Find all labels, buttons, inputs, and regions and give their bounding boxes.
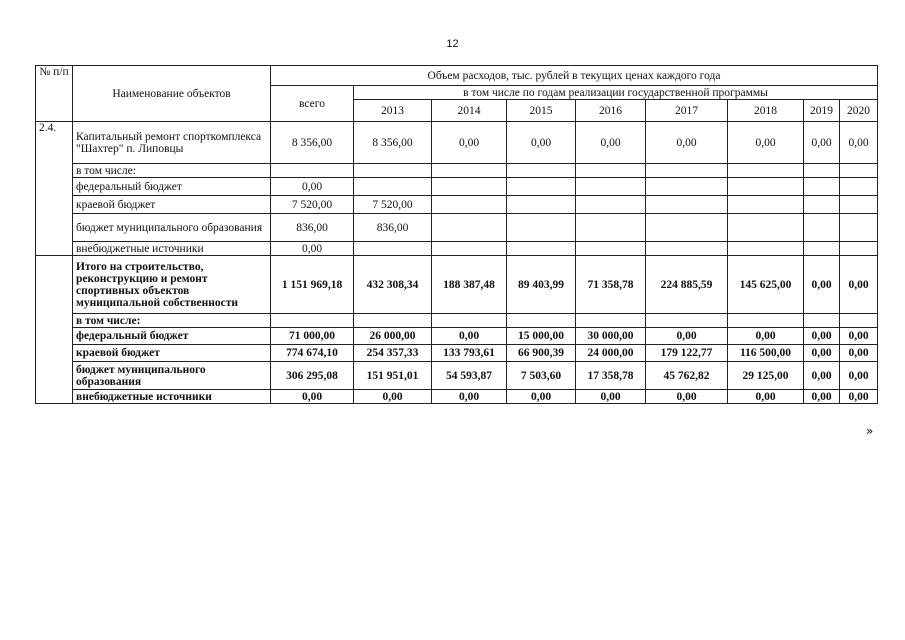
page-number: 12 xyxy=(446,38,459,50)
row-label: федеральный бюджет xyxy=(73,178,271,196)
cell-value: 1 151 969,18 xyxy=(271,256,354,314)
cell-value: 0,00 xyxy=(432,390,507,404)
header-volume: Объем расходов, тыс. рублей в текущих ценах каждого года xyxy=(271,66,878,86)
cell-value: 0,00 xyxy=(804,328,840,345)
cell-value: 0,00 xyxy=(271,178,354,196)
header-including-years: в том числе по годам реализации государственной программы xyxy=(354,86,878,100)
cell-value: 0,00 xyxy=(646,390,728,404)
cell-value: 66 900,39 xyxy=(507,345,576,362)
cell-value: 0,00 xyxy=(840,328,878,345)
cell-value: 29 125,00 xyxy=(728,362,804,390)
total-name: Итого на строительство, реконструкцию и ремонт спортивных объектов муниципальной собственности xyxy=(73,256,271,314)
cell-value: 0,00 xyxy=(728,122,804,164)
cell-value: 432 308,34 xyxy=(354,256,432,314)
cell-value: 0,00 xyxy=(507,390,576,404)
row-label: краевой бюджет xyxy=(73,345,271,362)
cell-value: 0,00 xyxy=(432,328,507,345)
cell-value: 0,00 xyxy=(804,362,840,390)
cell-value: 30 000,00 xyxy=(576,328,646,345)
header-year: 2013 xyxy=(354,100,432,122)
total-subrow xyxy=(36,314,878,328)
row-label: внебюджетные источники xyxy=(73,242,271,256)
continuation-mark-icon: » xyxy=(866,424,874,438)
cell-value: 0,00 xyxy=(840,256,878,314)
cell-value: 0,00 xyxy=(804,345,840,362)
object-subrow xyxy=(36,196,878,214)
object-num: 2.4. xyxy=(36,122,73,256)
cell-value: 0,00 xyxy=(804,256,840,314)
cell-value: 0,00 xyxy=(804,390,840,404)
cell-value: 0,00 xyxy=(507,122,576,164)
cell-value: 0,00 xyxy=(354,390,432,404)
total-subrow xyxy=(36,390,878,404)
row-label: бюджет муниципального образования xyxy=(73,362,271,390)
cell-value: 7 520,00 xyxy=(354,196,432,214)
cell-value: 71 000,00 xyxy=(271,328,354,345)
total-row xyxy=(36,256,878,314)
object-name: Капитальный ремонт спорткомплекса "Шахтер" п. Липовцы xyxy=(73,122,271,164)
header-num: № п/п xyxy=(36,66,73,122)
cell-value: 145 625,00 xyxy=(728,256,804,314)
total-num xyxy=(36,256,73,404)
cell-value: 0,00 xyxy=(271,390,354,404)
cell-value: 54 593,87 xyxy=(432,362,507,390)
cell-value: 0,00 xyxy=(728,328,804,345)
header-total: всего xyxy=(271,86,354,122)
row-label: краевой бюджет xyxy=(73,196,271,214)
cell-value: 0,00 xyxy=(271,242,354,256)
cell-value: 15 000,00 xyxy=(507,328,576,345)
total-subrow xyxy=(36,345,878,362)
cell-value: 179 122,77 xyxy=(646,345,728,362)
header-row-1 xyxy=(36,66,878,86)
cell-value: 0,00 xyxy=(432,122,507,164)
cell-value: 774 674,10 xyxy=(271,345,354,362)
cell-value: 26 000,00 xyxy=(354,328,432,345)
cell-value: 0,00 xyxy=(576,390,646,404)
row-label: в том числе: xyxy=(73,314,271,328)
header-year: 2016 xyxy=(576,100,646,122)
header-year: 2015 xyxy=(507,100,576,122)
cell-value: 116 500,00 xyxy=(728,345,804,362)
header-year: 2018 xyxy=(728,100,804,122)
object-subrow xyxy=(36,214,878,242)
row-label: бюджет муниципального образования xyxy=(73,214,271,242)
total-subrow xyxy=(36,328,878,345)
header-year: 2019 xyxy=(804,100,840,122)
cell-value: 0,00 xyxy=(840,362,878,390)
cell-value: 836,00 xyxy=(271,214,354,242)
cell-value: 254 357,33 xyxy=(354,345,432,362)
total-subrow xyxy=(36,362,878,390)
object-subrow xyxy=(36,178,878,196)
cell-value: 0,00 xyxy=(840,345,878,362)
budget-table xyxy=(35,65,878,404)
cell-value: 0,00 xyxy=(646,122,728,164)
cell-value: 45 762,82 xyxy=(646,362,728,390)
header-year: 2020 xyxy=(840,100,878,122)
cell-value: 133 793,61 xyxy=(432,345,507,362)
cell-value: 71 358,78 xyxy=(576,256,646,314)
cell-value: 224 885,59 xyxy=(646,256,728,314)
row-label: в том числе: xyxy=(73,164,271,178)
object-row xyxy=(36,122,878,164)
object-subrow xyxy=(36,242,878,256)
object-subrow xyxy=(36,164,878,178)
cell-value: 188 387,48 xyxy=(432,256,507,314)
cell-value: 0,00 xyxy=(840,390,878,404)
header-name: Наименование объектов xyxy=(73,66,271,122)
cell-value: 0,00 xyxy=(840,122,878,164)
cell-value: 0,00 xyxy=(646,328,728,345)
cell-value: 306 295,08 xyxy=(271,362,354,390)
row-label: федеральный бюджет xyxy=(73,328,271,345)
cell-value: 836,00 xyxy=(354,214,432,242)
cell-value: 151 951,01 xyxy=(354,362,432,390)
cell-value: 0,00 xyxy=(728,390,804,404)
cell-value: 0,00 xyxy=(804,122,840,164)
cell-value: 7 520,00 xyxy=(271,196,354,214)
cell-value: 7 503,60 xyxy=(507,362,576,390)
row-label: внебюджетные источники xyxy=(73,390,271,404)
cell-value: 24 000,00 xyxy=(576,345,646,362)
cell-value: 89 403,99 xyxy=(507,256,576,314)
cell-value: 8 356,00 xyxy=(354,122,432,164)
cell-value: 0,00 xyxy=(576,122,646,164)
header-year: 2014 xyxy=(432,100,507,122)
cell-value: 17 358,78 xyxy=(576,362,646,390)
header-year: 2017 xyxy=(646,100,728,122)
cell-value: 8 356,00 xyxy=(271,122,354,164)
